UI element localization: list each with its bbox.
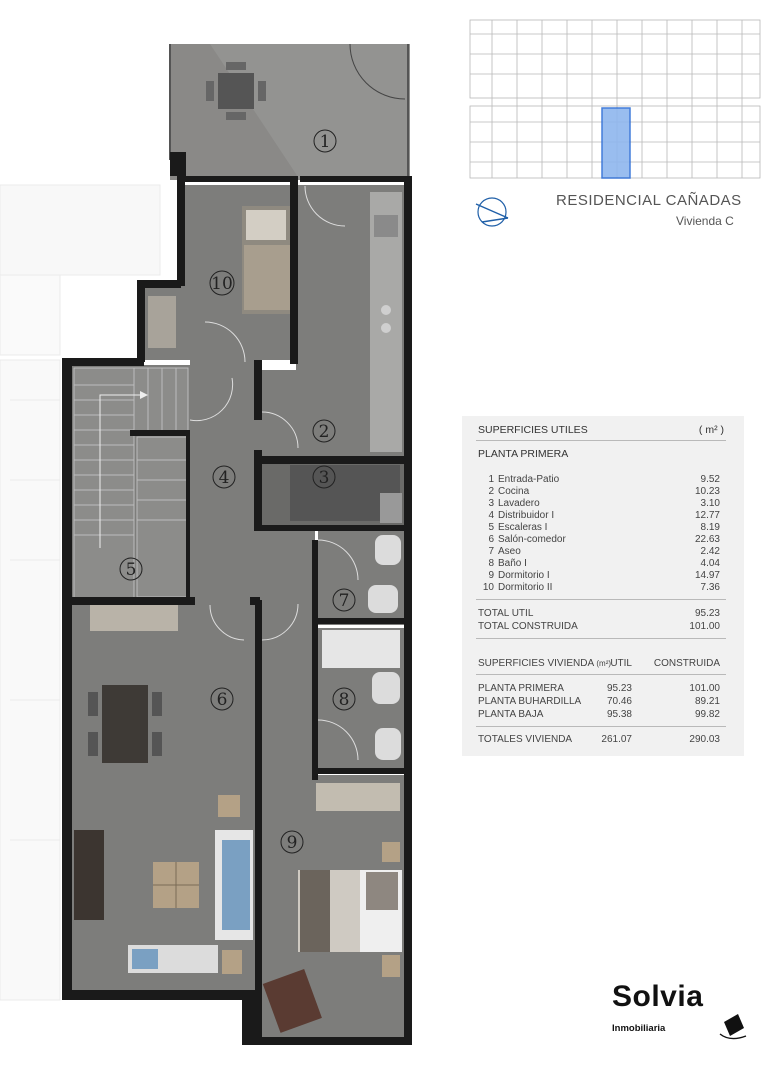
area-row-name: Salón-comedor bbox=[498, 534, 566, 545]
total-util-value: 95.23 bbox=[694, 608, 720, 619]
dwelling-totals-util: 261.07 bbox=[601, 734, 632, 745]
util-column-header: UTIL bbox=[610, 658, 632, 669]
area-row bbox=[478, 570, 724, 582]
room-number-1: 1 bbox=[319, 132, 331, 152]
area-row bbox=[478, 486, 724, 498]
area-row bbox=[478, 510, 724, 522]
room-number-3: 3 bbox=[318, 468, 330, 488]
area-row-name: Dormitorio I bbox=[498, 570, 550, 581]
area-row-number: 8 bbox=[488, 558, 494, 569]
useful-areas-unit: ( m² ) bbox=[698, 424, 724, 436]
area-row-value: 22.63 bbox=[694, 534, 720, 545]
area-row-value: 14.97 bbox=[694, 570, 720, 581]
built-column-header: CONSTRUIDA bbox=[653, 658, 720, 669]
area-row bbox=[478, 474, 724, 486]
room-number-8: 8 bbox=[338, 690, 350, 710]
logo-brand: Solvia bbox=[612, 980, 704, 1013]
area-row bbox=[478, 534, 724, 546]
area-row-number: 7 bbox=[488, 546, 494, 557]
area-row-number: 10 bbox=[482, 582, 494, 593]
area-row-value: 12.77 bbox=[694, 510, 720, 521]
area-row-name: Baño I bbox=[498, 558, 527, 569]
area-row bbox=[478, 546, 724, 558]
kitchen-counter bbox=[370, 192, 402, 452]
compass-icon bbox=[472, 196, 514, 228]
area-row-name: Escaleras I bbox=[498, 522, 548, 533]
area-row-value: 3.10 bbox=[700, 498, 720, 509]
dwelling-totals-label: TOTALES VIVIENDA bbox=[478, 734, 573, 745]
project-subtitle: Vivienda C bbox=[676, 214, 734, 228]
area-row bbox=[478, 558, 724, 570]
area-row-value: 2.42 bbox=[700, 546, 720, 557]
dwelling-totals-built: 290.03 bbox=[689, 734, 720, 745]
logo-subtitle: Inmobiliaria bbox=[612, 1023, 666, 1034]
room-number-2: 2 bbox=[318, 422, 330, 442]
areas-table bbox=[462, 416, 744, 756]
dwelling-row bbox=[478, 696, 724, 708]
area-row-value: 8.19 bbox=[700, 522, 720, 533]
dwelling-totals-row bbox=[478, 734, 724, 746]
area-row-value: 7.36 bbox=[700, 582, 720, 593]
area-row-name: Cocina bbox=[498, 486, 530, 497]
dwelling-row-name: PLANTA PRIMERA bbox=[478, 683, 564, 694]
area-row bbox=[478, 582, 724, 594]
area-row-number: 4 bbox=[488, 510, 494, 521]
area-row bbox=[478, 522, 724, 534]
room-number-10: 10 bbox=[211, 274, 233, 294]
total-built-label: TOTAL CONSTRUIDA bbox=[478, 621, 578, 632]
floor-heading: PLANTA PRIMERA bbox=[478, 448, 569, 460]
area-row-number: 3 bbox=[488, 498, 494, 509]
dwelling-row-built: 89.21 bbox=[694, 696, 720, 707]
area-row-name: Aseo bbox=[498, 546, 521, 557]
dwelling-row-name: PLANTA BUHARDILLA bbox=[478, 696, 582, 707]
dwelling-areas-heading: SUPERFICIES VIVIENDA bbox=[478, 658, 594, 669]
solvia-logo bbox=[612, 980, 762, 1050]
total-util-label: TOTAL UTIL bbox=[478, 608, 534, 619]
useful-areas-heading: SUPERFICIES UTILES bbox=[478, 424, 588, 436]
area-row-name: Distribuidor I bbox=[498, 510, 555, 521]
dwelling-row-built: 101.00 bbox=[689, 683, 720, 694]
area-row-value: 10.23 bbox=[694, 486, 720, 497]
area-row-value: 9.52 bbox=[700, 474, 720, 485]
dwelling-row bbox=[478, 709, 724, 721]
area-row-number: 1 bbox=[488, 474, 494, 485]
room-number-7: 7 bbox=[338, 591, 350, 611]
total-built-value: 101.00 bbox=[689, 621, 720, 632]
area-row-value: 4.04 bbox=[700, 558, 720, 569]
dwelling-areas-unit: (m²) bbox=[596, 659, 612, 668]
room-number-4: 4 bbox=[218, 468, 230, 488]
area-row-number: 6 bbox=[488, 534, 494, 545]
project-title: RESIDENCIAL CAÑADAS bbox=[556, 192, 742, 209]
highlighted-unit bbox=[602, 108, 630, 178]
logo-mark-icon bbox=[716, 1012, 752, 1044]
room-number-6: 6 bbox=[216, 690, 228, 710]
room-number-9: 9 bbox=[286, 833, 298, 853]
area-row-number: 5 bbox=[488, 522, 494, 533]
dwelling-row-name: PLANTA BAJA bbox=[478, 709, 544, 720]
area-row-number: 9 bbox=[488, 570, 494, 581]
dwelling-row-built: 99.82 bbox=[694, 709, 720, 720]
dwelling-row bbox=[478, 683, 724, 695]
area-row-number: 2 bbox=[488, 486, 494, 497]
dwelling-row-util: 95.38 bbox=[606, 709, 632, 720]
dwelling-row-util: 95.23 bbox=[606, 683, 632, 694]
area-row-name: Dormitorio II bbox=[498, 582, 553, 593]
area-row bbox=[478, 498, 724, 510]
site-key-plan bbox=[462, 14, 763, 184]
room-number-5: 5 bbox=[125, 560, 137, 580]
dwelling-row-util: 70.46 bbox=[606, 696, 632, 707]
area-row-name: Entrada-Patio bbox=[498, 474, 560, 485]
area-row-name: Lavadero bbox=[498, 498, 540, 509]
